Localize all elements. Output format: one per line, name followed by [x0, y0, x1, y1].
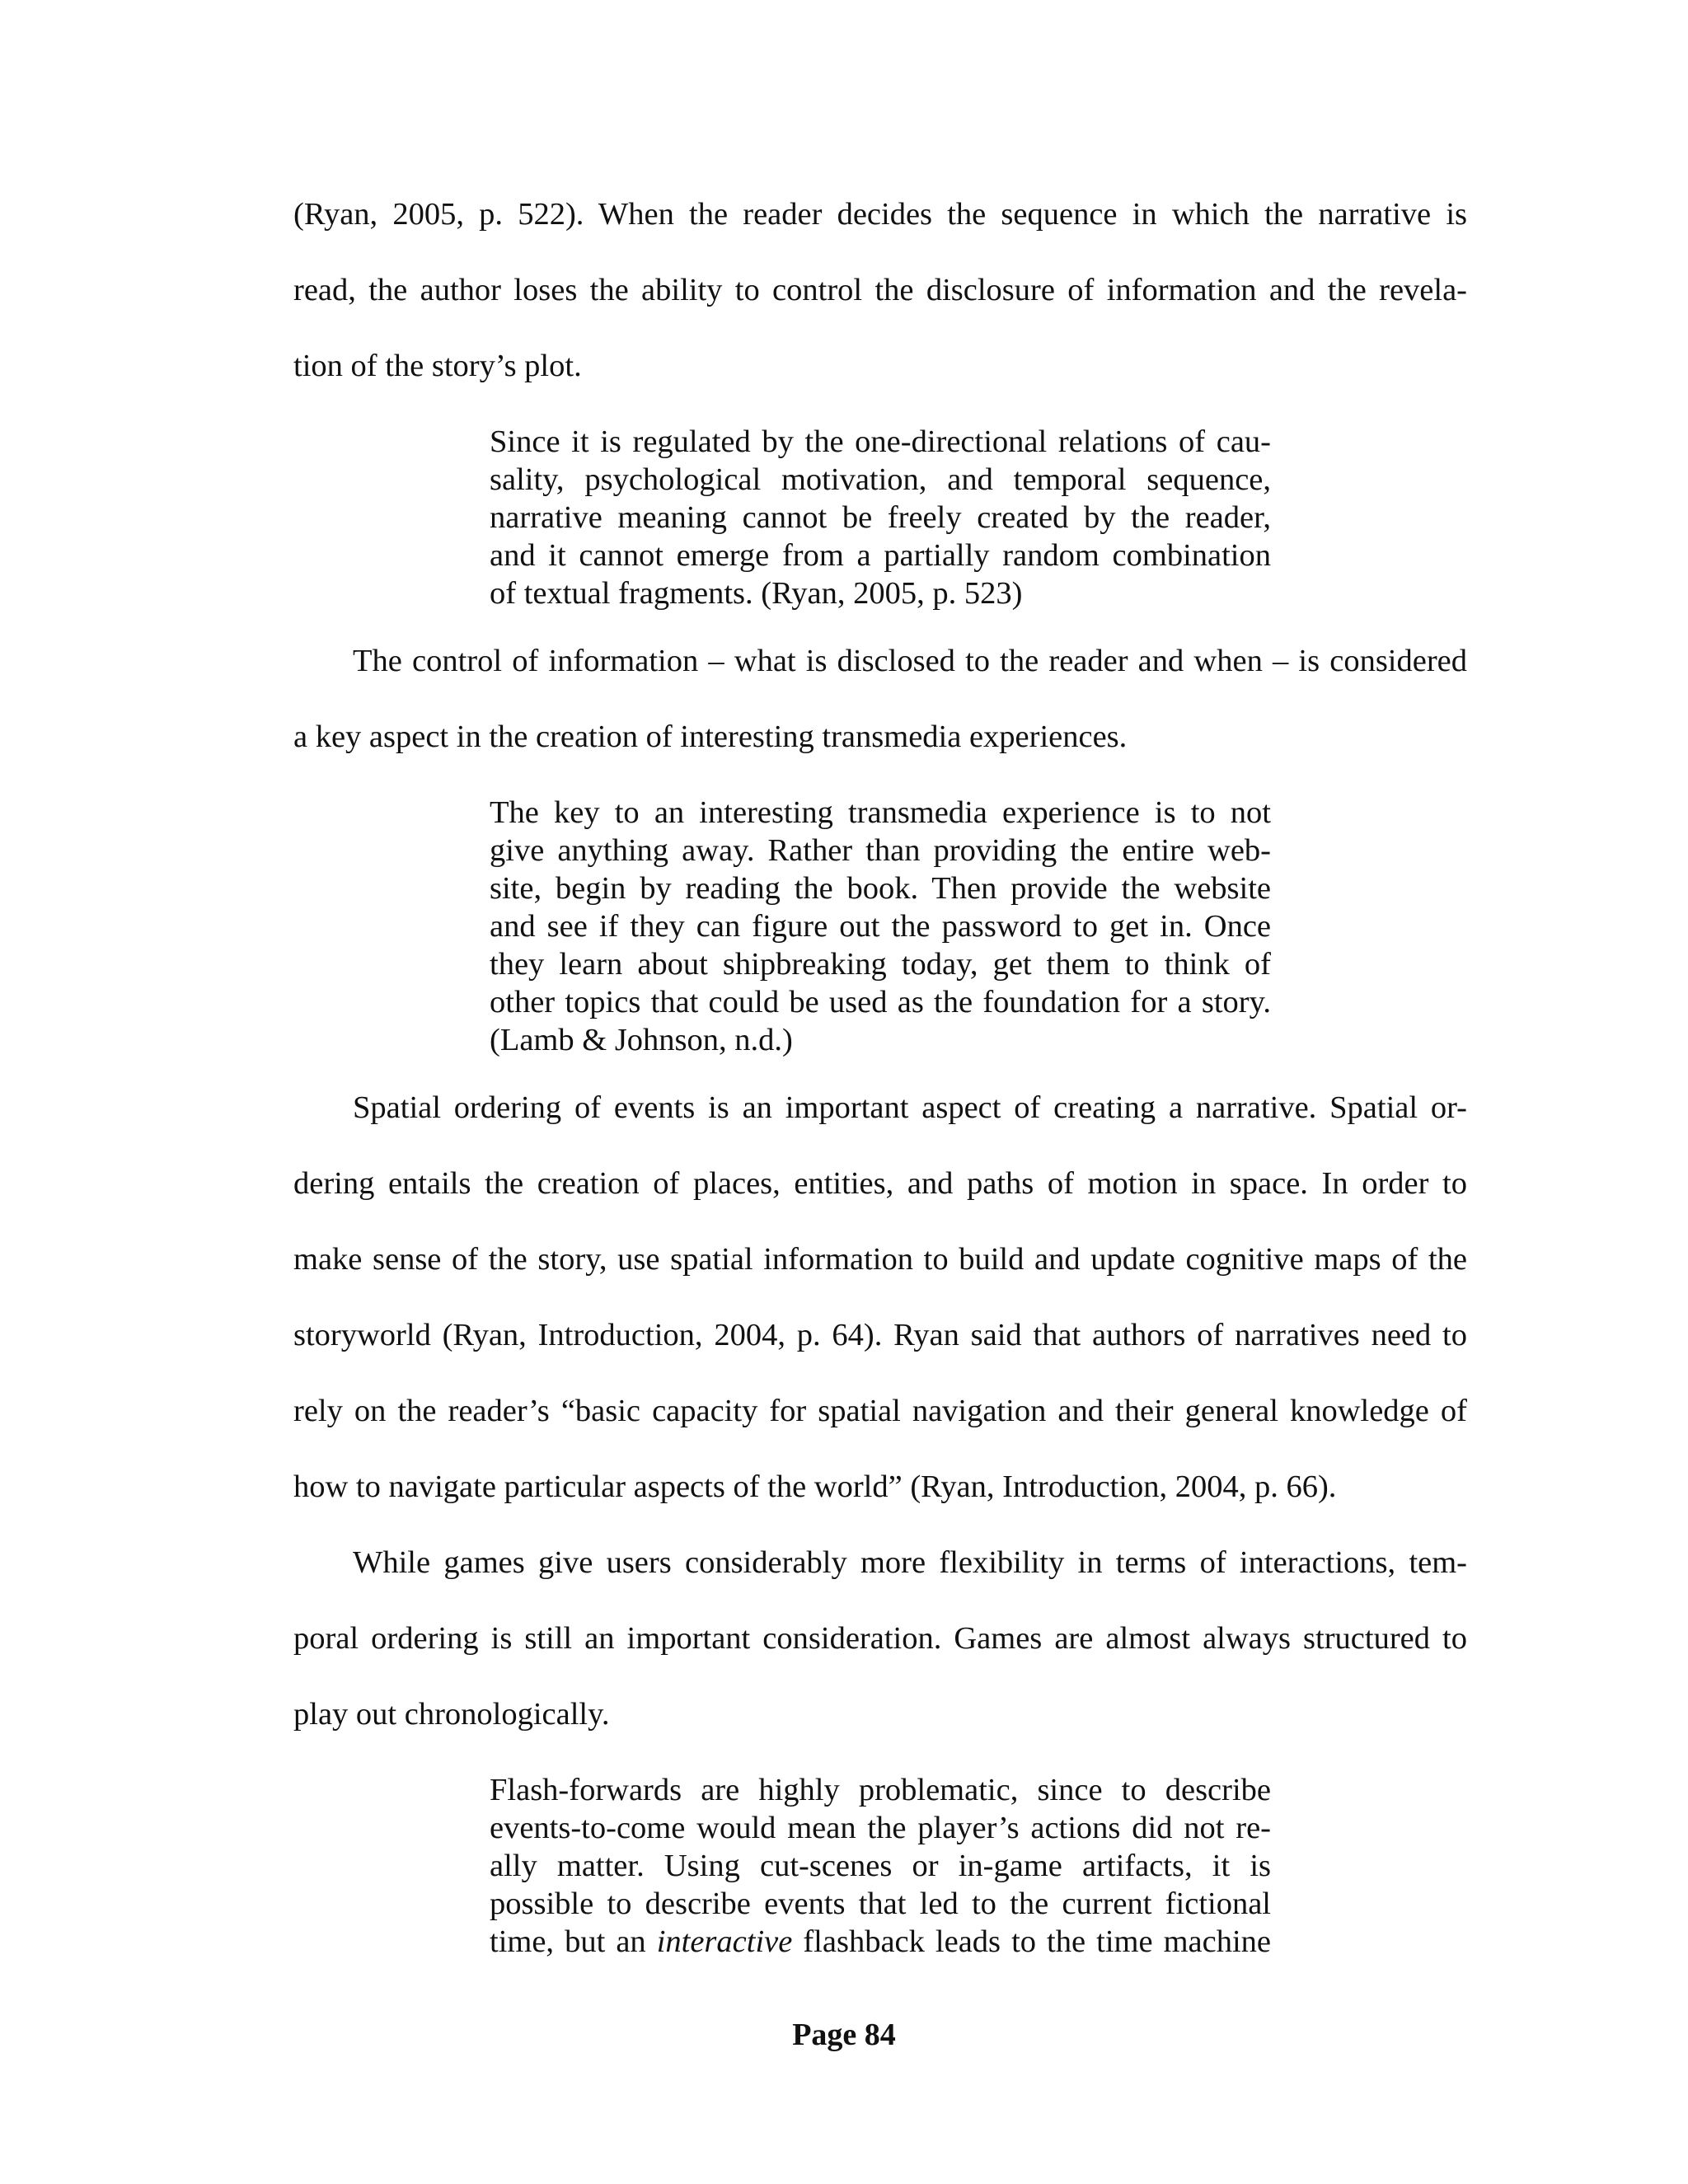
page-number: Page 84	[792, 2018, 896, 2052]
quote-2-line-3: site, begin by reading the book. Then provide the website	[490, 871, 1271, 906]
paragraph-4-line-1: While games give users considerably more flexibility in terms of interactions, tem-	[353, 1545, 1467, 1580]
interactive-emphasis: interactive	[656, 1924, 793, 1959]
paragraph-4-line-3: play out chronologically.	[293, 1697, 610, 1732]
quote-3-line-5-start: time, but an	[490, 1924, 657, 1959]
quote-2-line-6: other topics that could be used as the foundation for a story.	[490, 985, 1271, 1019]
paragraph-2-line-1: The control of information – what is disclosed to the reader and when – is considered	[353, 644, 1467, 678]
paragraph-3-line-2: dering entails the creation of places, entities, and paths of motion in space. In order to	[293, 1166, 1467, 1201]
paragraph-1-line-3: tion of the story’s plot.	[293, 349, 582, 383]
quote-2-line-2: give anything away. Rather than providing the entire web-	[490, 833, 1271, 868]
quote-3-line-4: possible to describe events that led to the current fictional	[490, 1886, 1271, 1921]
quote-1-line-3: narrative meaning cannot be freely created by the reader,	[490, 500, 1271, 535]
quote-2-line-5: they learn about shipbreaking today, get them to think of	[490, 947, 1271, 982]
quote-3-line-5	[490, 1923, 1271, 1961]
quote-2-line-1: The key to an interesting transmedia experience is to not	[490, 795, 1271, 830]
quote-1-line-4: and it cannot emerge from a partially random combination	[490, 538, 1271, 573]
paragraph-3-line-1: Spatial ordering of events is an important aspect of creating a narrative. Spatial or-	[353, 1090, 1467, 1125]
quote-3-line-2: events-to-come would mean the player’s actions did not re-	[490, 1811, 1271, 1845]
paragraph-3-line-3: make sense of the story, use spatial information to build and update cognitive maps of the	[293, 1242, 1467, 1277]
quote-2-line-4: and see if they can figure out the password to get in. Once	[490, 909, 1271, 944]
quote-1-line-1: Since it is regulated by the one-directional relations of cau-	[490, 424, 1271, 459]
paragraph-3-line-6: how to navigate particular aspects of the world” (Ryan, Introduction, 2004, p. 66).	[293, 1469, 1337, 1504]
paragraph-2-line-2: a key aspect in the creation of interesting transmedia experiences.	[293, 719, 1128, 754]
paragraph-1-line-2: read, the author loses the ability to control the disclosure of information and the revela-	[293, 273, 1467, 307]
paragraph-3-line-4: storyworld (Ryan, Introduction, 2004, p. 64). Ryan said that authors of narratives need to	[293, 1318, 1467, 1352]
quote-1-line-5: of textual fragments. (Ryan, 2005, p. 523)	[490, 576, 1023, 611]
quote-2-line-7: (Lamb & Johnson, n.d.)	[490, 1023, 793, 1057]
quote-3-line-5-end: flashback leads to the time machine	[792, 1924, 1271, 1959]
paragraph-4-line-2: poral ordering is still an important consideration. Games are almost always structured to	[293, 1621, 1467, 1656]
paragraph-3-line-5: rely on the reader’s “basic capacity for spatial navigation and their general knowledge of	[293, 1394, 1467, 1428]
quote-3-line-1: Flash-forwards are highly problematic, since to describe	[490, 1773, 1271, 1807]
paragraph-1-line-1: (Ryan, 2005, p. 522). When the reader decides the sequence in which the narrative is	[293, 197, 1467, 232]
quote-3-line-3: ally matter. Using cut-scenes or in-game artifacts, it is	[490, 1849, 1271, 1883]
quote-1-line-2: sality, psychological motivation, and temporal sequence,	[490, 462, 1271, 497]
